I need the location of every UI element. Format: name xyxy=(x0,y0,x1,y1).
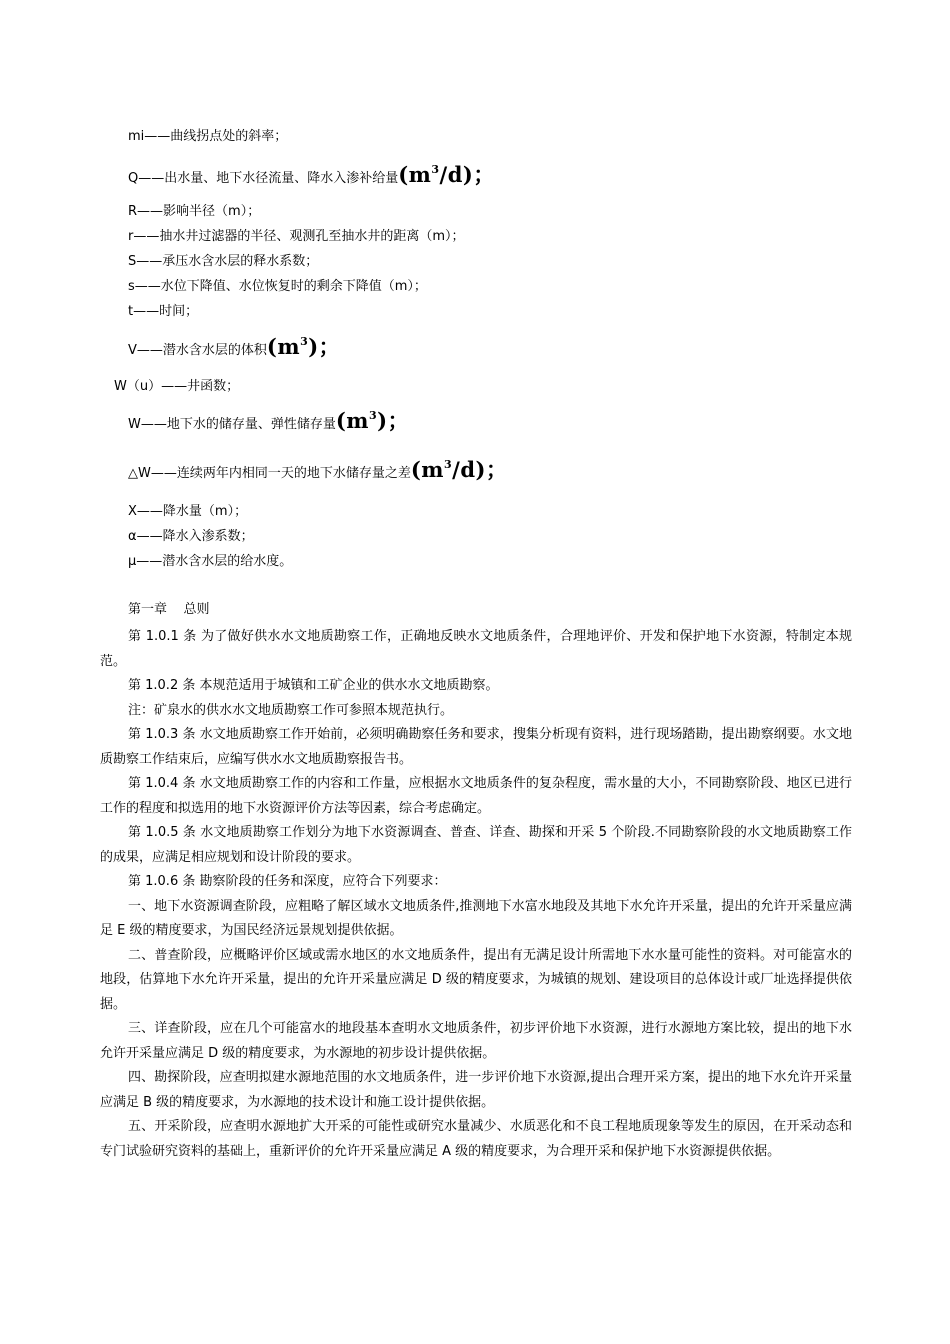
paragraph: 第 1.0.5 条 水文地质勘察工作划分为地下水资源调查、普查、详查、勘探和开采 5 个阶段.不同勘察阶段的水文地质勘察工作的成果，应满足相应规划和设计阶段的要求。 xyxy=(100,825,852,865)
symbol-line xyxy=(128,162,495,187)
chapter-title: 第一章 总则 xyxy=(128,602,210,617)
unit-formula: $(m^3)$； xyxy=(335,408,410,433)
symbol-line xyxy=(128,504,247,520)
symbol-text: α——降水入渗系数； xyxy=(128,529,254,544)
paragraph: 一、地下水资源调查阶段，应粗略了解区域水文地质条件,推测地下水富水地段及其地下水允许开采量，提出的允许开采量应满足 E 级的精度要求，为国民经济远景规划提供依据。 xyxy=(100,898,852,938)
symbol-line xyxy=(128,304,198,320)
symbol-line xyxy=(114,379,239,395)
symbol-line xyxy=(128,554,292,570)
paragraph: 第 1.0.6 条 勘察阶段的任务和深度，应符合下列要求： xyxy=(128,874,447,889)
symbol-line xyxy=(128,204,260,220)
symbol-text: s——水位下降值、水位恢复时的剩余下降值（m）； xyxy=(128,279,427,294)
paragraph: 三、详查阶段，应在几个可能富水的地段基本查明水文地质条件，初步评价地下水资源，进行水源地方案比较，提出的地下水允许开采量应满足 D 级的精度要求，为水源地的初步设计提供依据。 xyxy=(100,1021,852,1061)
paragraph: 第 1.0.3 条 水文地质勘察工作开始前，必须明确勘察任务和要求，搜集分析现有资料，进行现场踏勘，提出勘察纲要。水文地质勘察工作结束后，应编写供水水文地质勘察报告书。 xyxy=(100,727,852,767)
unit-formula: $(m^3)$； xyxy=(266,334,341,359)
unit-formula: $(m^3/d)$； xyxy=(410,457,508,482)
symbol-text: t——时间； xyxy=(128,304,199,319)
paragraph: 四、勘探阶段，应查明拟建水源地范围的水文地质条件，进一步评价地下水资源,提出合理开采方案，提出的地下水允许开采量应满足 B 级的精度要求，为水源地的技术设计和施工设计提供依据。 xyxy=(100,1070,852,1110)
symbol-line xyxy=(128,279,427,295)
body-text xyxy=(100,625,852,1164)
paragraph: 二、普查阶段，应概略评价区域或需水地区的水文地质条件，提出有无满足设计所需地下水水量可能性的资料。对可能富水的地段，估算地下水允许开采量，提出的允许开采量应满足 D 级的精度要求，为城镇的规划、建设项目的总体设计或厂址选择提供依据。 xyxy=(100,947,852,1012)
symbol-line xyxy=(128,229,465,245)
symbol-line xyxy=(128,408,409,433)
symbol-text: μ——潜水含水层的给水度。 xyxy=(128,554,293,569)
symbol-text: R——影响半径（m）； xyxy=(128,204,261,219)
symbol-text: V——潜水含水层的体积 xyxy=(128,343,267,358)
symbol-text: mi——曲线拐点处的斜率； xyxy=(128,129,288,144)
paragraph: 第 1.0.2 条 本规范适用于城镇和工矿企业的供水水文地质勘察。 xyxy=(128,678,499,693)
symbol-text: W——地下水的储存量、弹性储存量 xyxy=(128,417,336,432)
unit-formula: $(m^3/d)$； xyxy=(398,162,495,187)
symbol-text: r——抽水井过滤器的半径、观测孔至抽水井的距离（m）； xyxy=(128,229,465,244)
symbol-text: X——降水量（m）； xyxy=(128,504,248,519)
symbol-line xyxy=(128,457,507,482)
paragraph: 第 1.0.1 条 为了做好供水水文地质勘察工作，正确地反映水文地质条件，合理地评价、开发和保护地下水资源，特制定本规范。 xyxy=(100,629,852,669)
paragraph: 第 1.0.4 条 水文地质勘察工作的内容和工作量，应根据水文地质条件的复杂程度，需水量的大小，不同勘察阶段、地区已进行工作的程度和拟选用的地下水资源评价方法等因素，综合考虑确定。 xyxy=(100,776,852,816)
symbol-line xyxy=(128,129,287,145)
symbol-text: W（u）——井函数； xyxy=(114,379,240,394)
symbol-text: Q——出水量、地下水径流量、降水入渗补给量 xyxy=(128,171,399,186)
symbol-line xyxy=(128,334,340,359)
symbol-line xyxy=(128,529,254,545)
symbol-text: △W——连续两年内相同一天的地下水储存量之差 xyxy=(128,466,411,481)
paragraph: 五、开采阶段，应查明水源地扩大开采的可能性或研究水量减少、水质恶化和不良工程地质现象等发生的原因，在开采动态和专门试验研究资料的基础上，重新评价的允许开采量应满足 A 级的精度要求，为合理开采和保护地下水资源提供依据。 xyxy=(100,1119,852,1159)
symbol-line xyxy=(128,254,318,270)
symbol-text: S——承压水含水层的释水系数； xyxy=(128,254,319,269)
paragraph: 注：矿泉水的供水水文地质勘察工作可参照本规范执行。 xyxy=(128,702,454,718)
